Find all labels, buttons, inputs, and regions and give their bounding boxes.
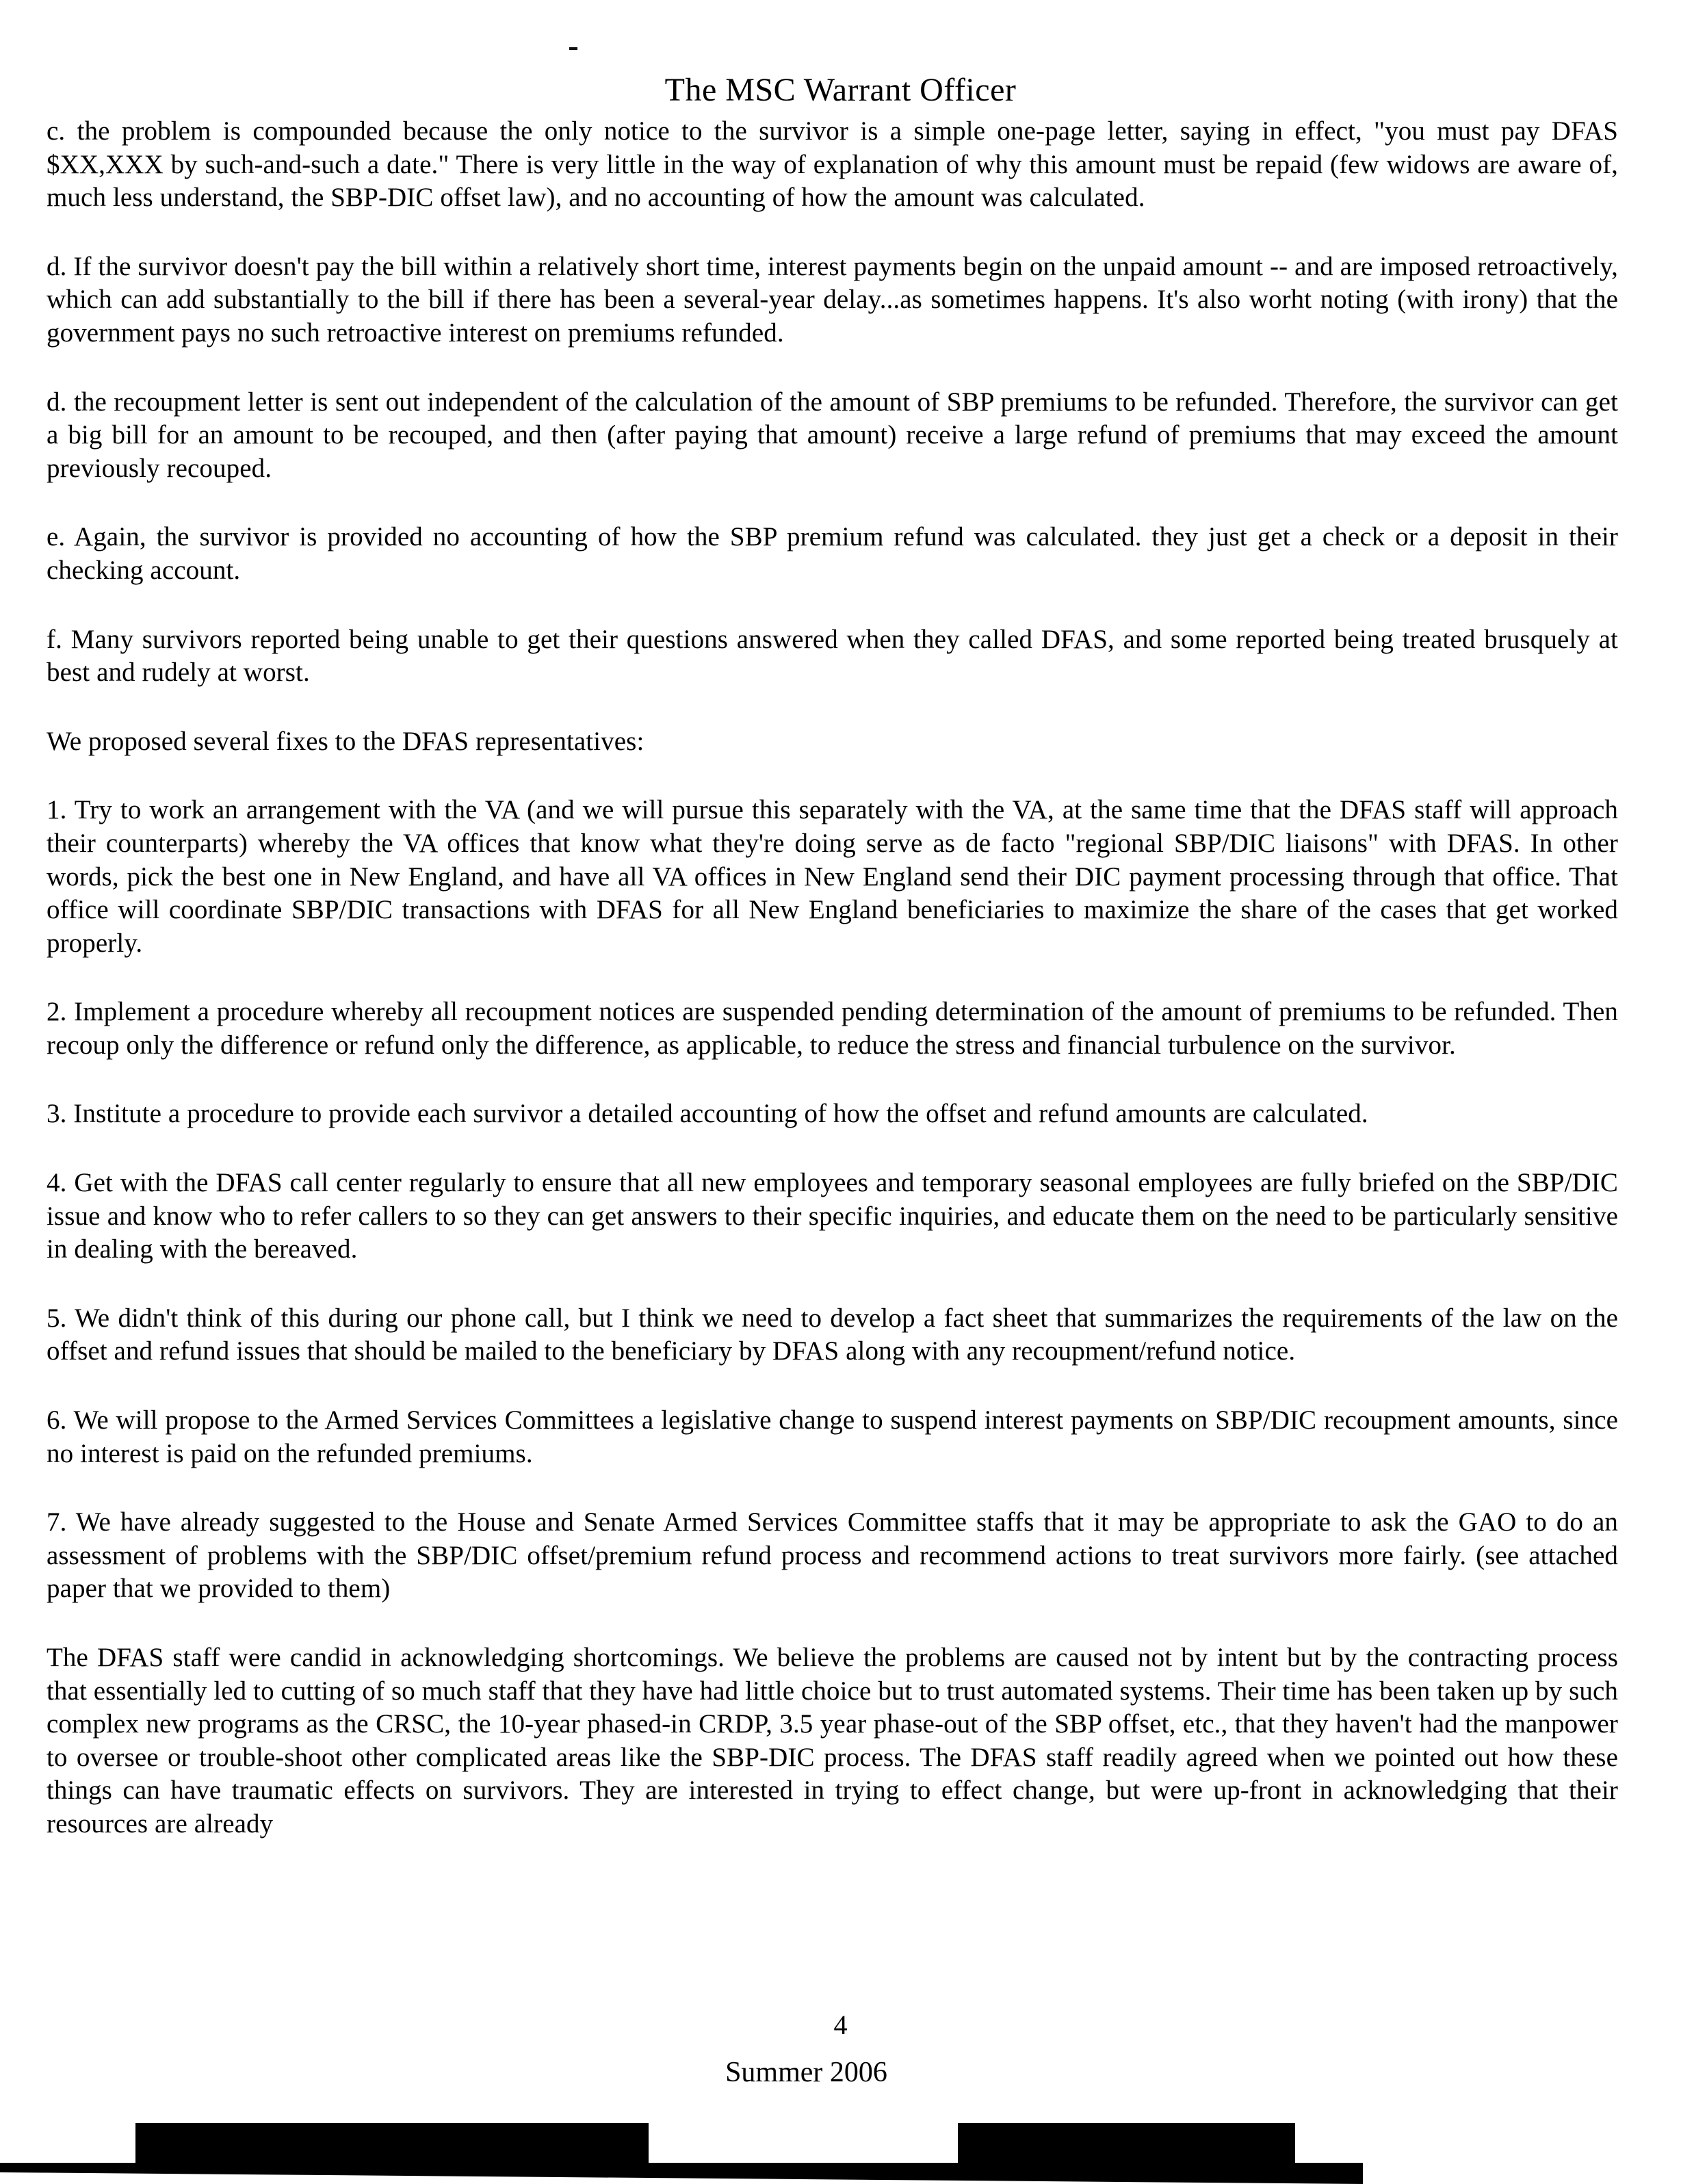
page-title: The MSC Warrant Officer — [664, 72, 1017, 108]
paragraph-fix-4: 4. Get with the DFAS call center regularly to ensure that all new employees and temporary seasonal employees are fully briefed on the SBP/DIC issue and know who to refer callers to so they can get answers to their specific inquiries, and educate them on the need to be particularly sensitive in dealing with the bereaved. — [47, 1168, 1618, 1264]
paragraph-proposed-fixes-intro: We proposed several fixes to the DFAS representatives: — [47, 726, 644, 756]
paragraph-fix-1: 1. Try to work an arrangement with the VA (and we will pursue this separately with the VA, at the same time that the DFAS staff will approach their counterparts) whereby the VA offices that know what they're doing serve as de facto "regional SBP/DIC liaisons" with DFAS. In other words, pick the best one in New England, and have all VA offices in New England send their DIC payment processing through that office. That office will coordinate SBP/DIC transactions with DFAS for all New England beneficiaries to maximize the share of the cases that get worked properly. — [47, 795, 1618, 958]
paragraph-f-call-center: f. Many survivors reported being unable to get their questions answered when they called DFAS, and some reported being treated brusquely at best and rudely at worst. — [47, 624, 1618, 688]
paragraph-fix-5: 5. We didn't think of this during our phone call, but I think we need to develop a fact sheet that summarizes the requirements of the law on the offset and refund issues that should be mailed to the beneficiary by DFAS along with any recoupment/refund notice. — [47, 1303, 1618, 1366]
scan-artifact-mark — [569, 47, 577, 50]
paragraph-fix-2: 2. Implement a procedure whereby all recoupment notices are suspended pending determination of the amount of premiums to be refunded. Then recoup only the difference or refund only the difference, as applicable, to reduce the stress and financial turbulence on the survivor. — [47, 997, 1618, 1060]
paragraph-fix-6: 6. We will propose to the Armed Services Committees a legislative change to suspend interest payments on SBP/DIC recoupment amounts, since no interest is paid on the refunded premiums. — [47, 1405, 1618, 1468]
paragraph-d-recoupment-letter: d. the recoupment letter is sent out independent of the calculation of the amount of SBP premiums to be refunded. Therefore, the survivor can get a big bill for an amount to be recouped, and then (after paying that amount) receive a large refund of premiums that may exceed the amount previously recouped. — [47, 387, 1618, 483]
paragraph-e-no-accounting: e. Again, the survivor is provided no accounting of how the SBP premium refund was calculated. they just get a check or a deposit in their checking account. — [47, 522, 1618, 585]
paragraph-d-interest: d. If the survivor doesn't pay the bill within a relatively short time, interest payments begin on the unpaid amount -- and are imposed retroactively, which can add substantially to the bill if there has been a several-year delay...as sometimes happens. It's also worht noting (with irony) that the government pays no such retroactive interest on premiums refunded. — [47, 251, 1618, 348]
paragraph-fix-3: 3. Institute a procedure to provide each survivor a detailed accounting of how the offset and refund amounts are calculated. — [47, 1099, 1368, 1129]
scan-black-bar-bottom — [0, 2163, 1363, 2184]
paragraph-dfas-staff-conclusion: The DFAS staff were candid in acknowledging shortcomings. We believe the problems are caused not by intent but by the contracting process that essentially led to cutting of so much staff that they have had little choice but to trust automated systems. Their time has been taken up by such complex new programs as the CRSC, the 10-year phased-in CRDP, 3.5 year phase-out of the SBP offset, etc., that they haven't had the manpower to oversee or trouble-shoot other complicated areas like the SBP-DIC process. The DFAS staff readily agreed when we pointed out how these things can have traumatic effects on survivors. They are interested in trying to effect change, but were up-front in acknowledging that their resources are already — [47, 1643, 1618, 1838]
document-body — [47, 115, 1618, 1841]
paragraph-fix-7: 7. We have already suggested to the House and Senate Armed Services Committee staffs that it may be appropriate to ask the GAO to do an assessment of problems with the SBP/DIC offset/premium refund process and recommend actions to treat survivors more fairly. (see attached paper that we provided to them) — [47, 1507, 1618, 1604]
issue-date: Summer 2006 — [725, 2057, 887, 2088]
page-number: 4 — [833, 2010, 848, 2040]
paragraph-c-notice: c. the problem is compounded because the only notice to the survivor is a simple one-page letter, saying in effect, "you must pay DFAS $XX,XXX by such-and-such a date." There is very little in the way of explanation of why this amount must be repaid (few widows are aware of, much less understand, the SBP-DIC offset law), and no accounting of how the amount was calculated. — [47, 116, 1618, 213]
